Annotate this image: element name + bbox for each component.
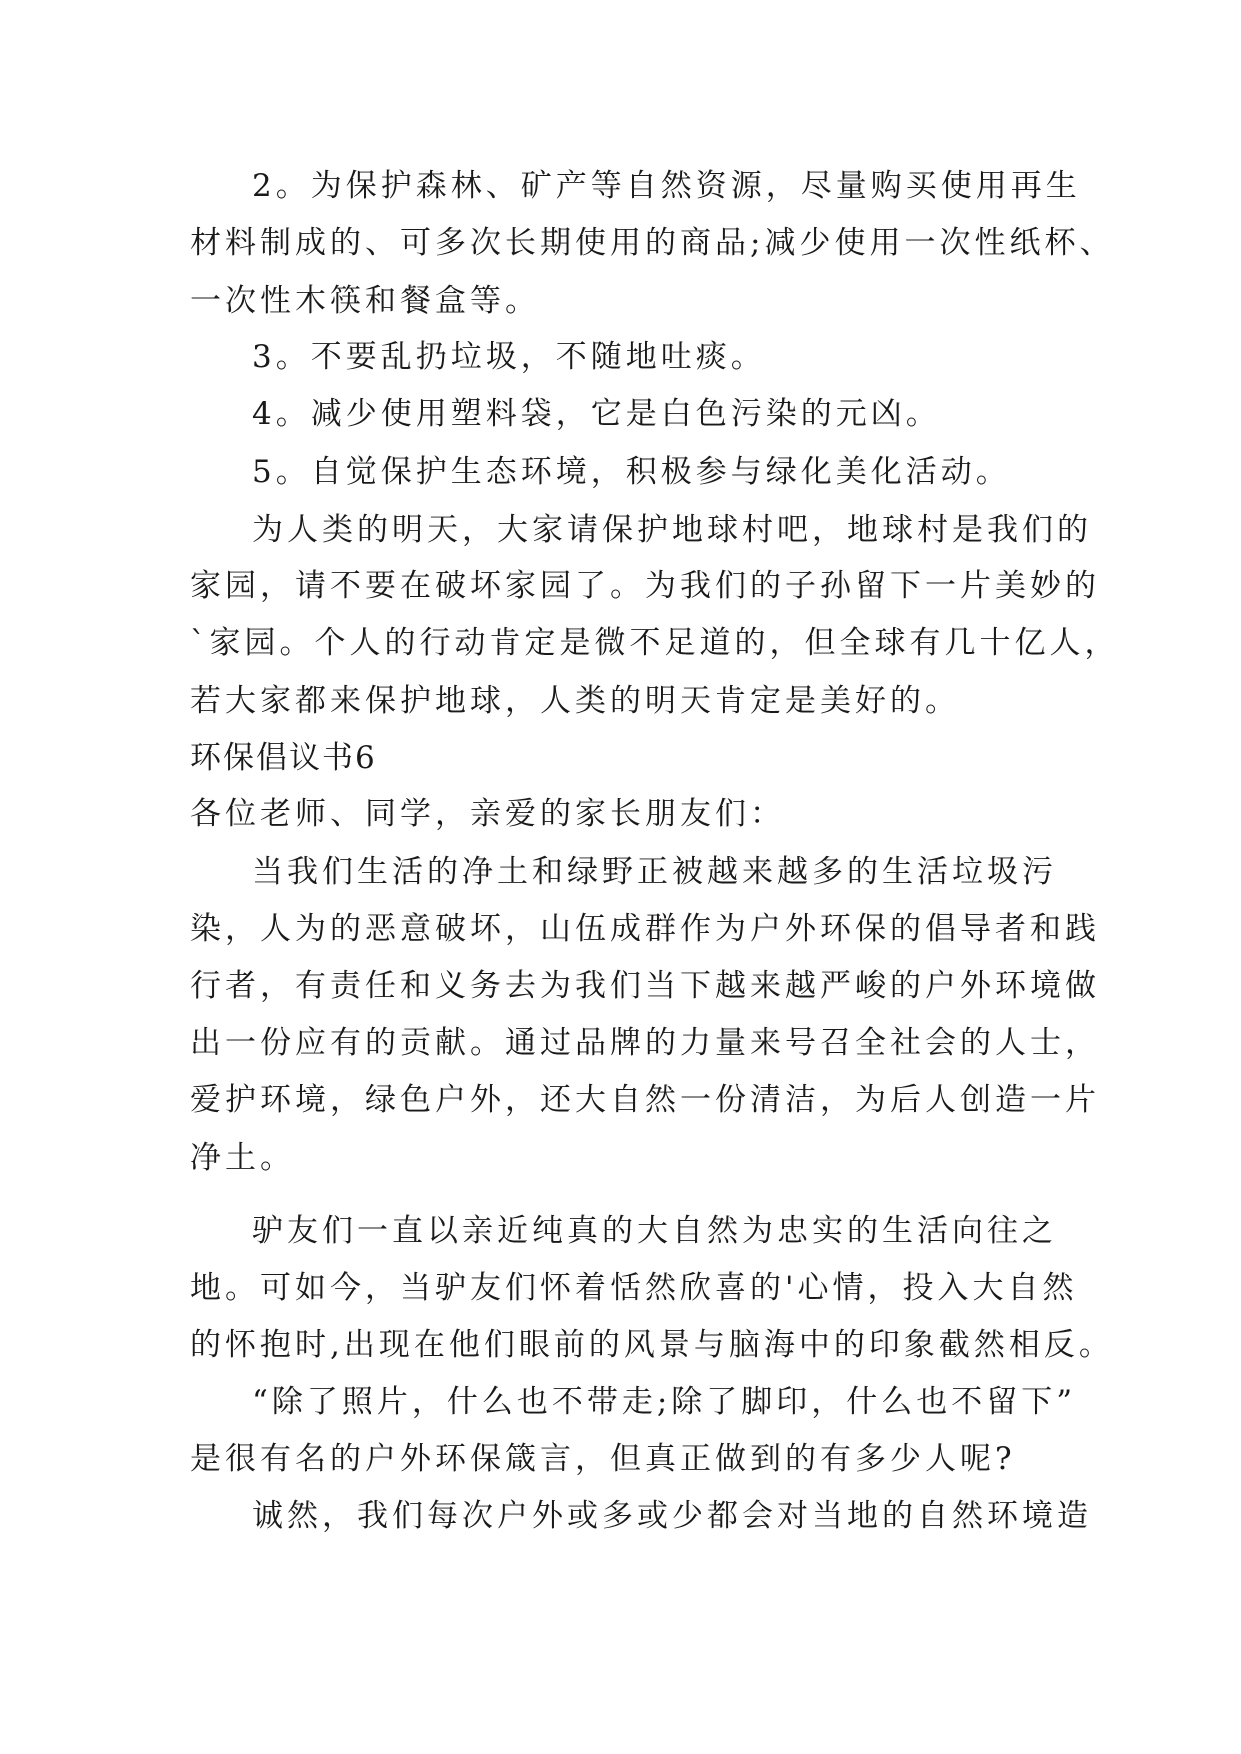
text-line: 爱护环境，绿色户外，还大自然一份清洁，为后人创造一片	[190, 1082, 1100, 1118]
text-line: 一次性木筷和餐盒等。	[190, 283, 540, 319]
text-line: 诚然，我们每次户外或多或少都会对当地的自然环境造	[252, 1498, 1092, 1534]
text-line: 为人类的明天，大家请保护地球村吧，地球村是我们的	[252, 512, 1092, 548]
text-line: 是很有名的户外环保箴言，但真正做到的有多少人呢?	[190, 1441, 1016, 1477]
text-line: 地。可如今，当驴友们怀着恬然欣喜的'心情，投入大自然	[190, 1270, 1078, 1306]
text-line: 出一份应有的贡献。通过品牌的力量来号召全社会的人士，	[190, 1025, 1100, 1061]
text-line: 的怀抱时,出现在他们眼前的风景与脑海中的印象截然相反。	[190, 1327, 1114, 1363]
text-line: 家园，请不要在破坏家园了。为我们的子孙留下一片美妙的	[190, 568, 1100, 604]
text-line: 5。自觉保护生态环境，积极参与绿化美化活动。	[252, 454, 1011, 490]
text-line: 净土。	[190, 1140, 295, 1176]
text-line: 染，人为的恶意破坏，山伍成群作为户外环保的倡导者和践	[190, 911, 1100, 947]
text-line: 行者，有责任和义务去为我们当下越来越严峻的户外环境做	[190, 968, 1100, 1004]
text-line: 2。为保护森林、矿产等自然资源，尽量购买使用再生	[252, 168, 1081, 204]
salutation: 各位老师、同学，亲爱的家长朋友们：	[190, 796, 785, 832]
text-line: 若大家都来保护地球，人类的明天肯定是美好的。	[190, 683, 960, 719]
text-line: 驴友们一直以亲近纯真的大自然为忠实的生活向往之	[252, 1213, 1057, 1249]
text-line: “除了照片，什么也不带走;除了脚印，什么也不留下”	[252, 1384, 1077, 1420]
text-line: `家园。个人的行动肯定是微不足道的，但全球有几十亿人，	[190, 625, 1120, 661]
text-line: 3。不要乱扔垃圾，不随地吐痰。	[252, 339, 766, 375]
section-heading: 环保倡议书6	[190, 740, 377, 776]
text-line: 材料制成的、可多次长期使用的商品;减少使用一次性纸杯、	[190, 225, 1115, 261]
text-line: 当我们生活的净土和绿野正被越来越多的生活垃圾污	[252, 854, 1057, 890]
text-line: 4。减少使用塑料袋，它是白色污染的元凶。	[252, 396, 941, 432]
